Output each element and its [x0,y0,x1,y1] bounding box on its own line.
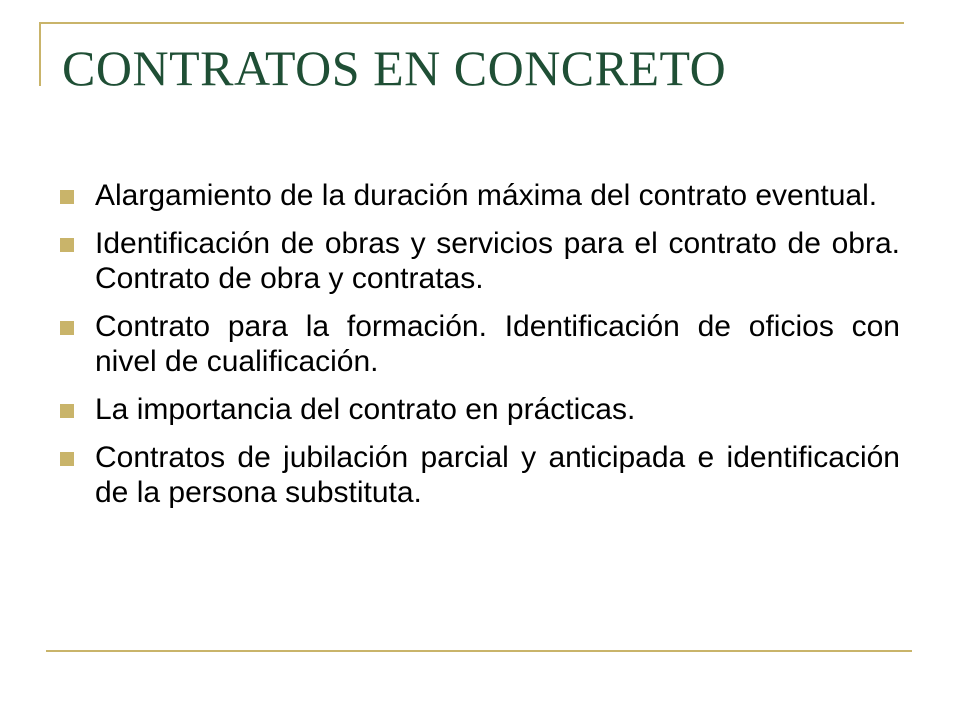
bullet-list [60,178,900,523]
square-bullet-icon [60,321,74,335]
bullet-item [60,178,900,213]
square-bullet-icon [60,452,74,466]
bullet-text: Identificación de obras y servicios para el contrato de obra. Contrato de obra y contratas. [95,227,900,295]
bullet-text: La importancia del contrato en prácticas. [95,393,636,426]
slide-title: CONTRATOS EN CONCRETO [62,40,727,96]
bullet-item [60,309,900,379]
bullet-text: Contrato para la formación. Identificación de oficios con nivel de cualificación. [95,310,900,378]
bullet-item [60,226,900,296]
square-bullet-icon [60,190,74,204]
square-bullet-icon [60,238,74,252]
bullet-item [60,440,900,510]
bullet-item [60,392,900,427]
frame-vertical-line [39,22,41,86]
bullet-text: Alargamiento de la duración máxima del contrato eventual. [95,179,878,212]
frame-bottom-line [46,650,912,652]
square-bullet-icon [60,404,74,418]
frame-top-line [39,22,904,24]
bullet-text: Contratos de jubilación parcial y anticipada e identificación de la persona substituta. [95,441,900,509]
